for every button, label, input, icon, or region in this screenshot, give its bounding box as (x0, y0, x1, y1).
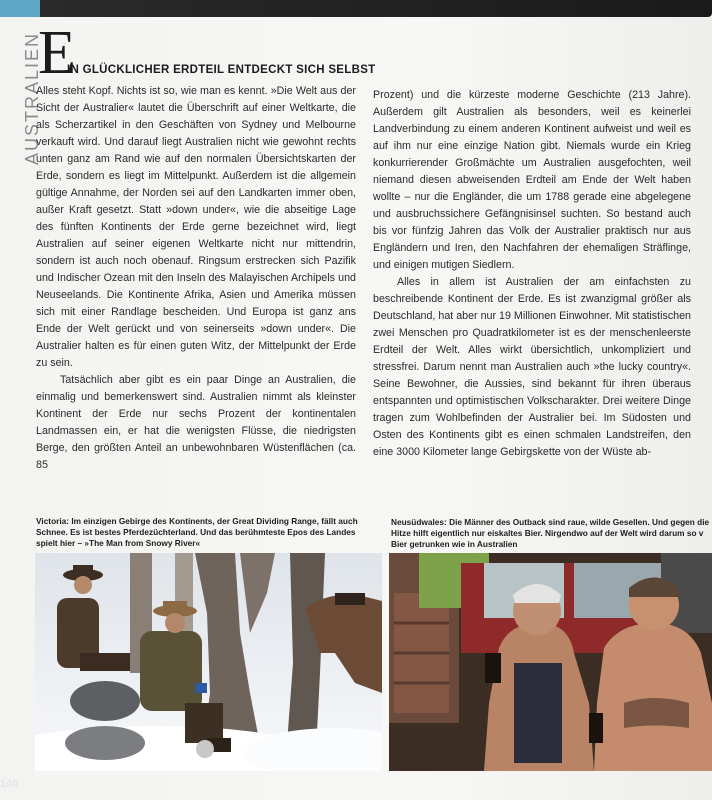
paragraph: Tatsächlich aber gibt es ein paar Dinge an Australien, die einmalig und bemerkenswert sind. Australien nimmt als kleinster Kontinent der Erde nur sechs Prozent der kontinentalen Landmassen ein, er hat die wenigsten Flüsse, die niedrigsten Berge, den größten Anteil an unbewohnbaren Wüstenflächen (ca. 85 (36, 374, 356, 471)
paragraph: Alles in allem ist Australien der am einfachsten zu beschreibende Kontinent der Erde. Es ist zwanzigmal größer als Deutschland, hat aber nur 19 Millionen Einwohner. Mit statistischen zwei Menschen pro Quadratkilometer ist es der menschenleerste Erdteil der Welt. Alles wirkt übersichtlich, unkompliziert und stressfrei. Darum nennt man Australien auch »the lucky country«. Seine Bewohner, die Aussies, sind bekannt für ihren überaus entspannten und optimistischen Volkscharakter. Drei weitere Dinge tragen zum Wohlbefinden der Australier bei. Im Südosten und Osten des Kontinents gibt es einen schmalen Landstreifen, den eine 3000 Kilometer lange Gebirgskette von der Wüste ab- (373, 276, 691, 458)
caption-line: Neusüdwales: Die Männer des Outback sind raue, wilde Gesellen. Und gegen die (391, 517, 710, 527)
caption-right (391, 517, 712, 550)
chapter-color-tab (0, 0, 40, 17)
text-column-left (36, 83, 356, 474)
photo-snowy-riders (35, 553, 382, 771)
section-label: AUSTRALIEN (22, 32, 42, 166)
photo-outback-men (389, 553, 712, 771)
text-column-right (373, 87, 691, 461)
caption-line: Hitze hilft eigentlich nur eiskaltes Bier. Nirgendwo auf der Welt wird darum so v (391, 528, 704, 538)
caption-line: Bier getrunken wie in Australien (391, 539, 518, 549)
paragraph: Prozent) und die kürzeste moderne Geschichte (213 Jahre). Außerdem gilt Australien als besonders, weil es keinerlei Landverbindung zu einem anderen Kontinent aufweist und weil es auf ihm nur eine einzige Nation gibt. Niemals wurde ein Krieg konkurrierender Großmächte um Australien ausgefochten, weil niemand diesen abweisenden Erdteil am Ende der Welt haben wollte – nur die Engländer, die um 1788 gerade eine abgelegene und ausbruchssichere Gefängnisinsel suchten. So bestand auch bis vor fünfzig Jahren das Volk der Australier praktisch nur aus Engländern und Iren, den Nachfahren der ehemaligen Sträflinge, und einigen mutigen Siedlern. (373, 89, 691, 271)
page-number: 140 (0, 778, 19, 790)
paragraph: Alles steht Kopf. Nichts ist so, wie man es kennt. »Die Welt aus der Sicht der Australier« lautet die Überschrift auf einer Weltkarte, die als Scherzartikel in den Geschäften von Sydney und Melbourne verkauft wird. Und darauf liegt Australien nicht wie gewohnt rechts unten ganz am Rand wie auf den normalen Übersichtskarten der Erde, sondern es liegt im Mittelpunkt. Außerdem ist die allgemein gültige Annahme, der Norden sei auf den Landkarten immer oben, außer Kraft gesetzt. Statt »down under«, wie die abseitige Lage des fünften Kontinents der Erde gerne bezeichnet wird, liegt Australien auf seiner eigenen Weltkarte nicht nur mittendrin, sondern ist auch noch obenauf. Ringsum erstrecken sich Pazifik und Indischer Ozean mit den Inseln des Malayischen Archipels und Neuseelands. Die Kontinente Afrika, Asien und Amerika müssen sich mit einer Randlage bescheiden. Und Europa ist ganz ans Ende der Welt gerückt und von seinerseits »down under«. Die Australier halten es für einen guten Witz, der Mittelpunkt der Erde zu sein. (36, 85, 356, 369)
caption-left: Victoria: Im einzigen Gebirge des Kontinents, der Great Dividing Range, fällt auch Schnee. Es ist bestes Pferdezüchterland. Und das berühmteste Epos des Landes spielt hier – »The Man from Snowy River« (36, 516, 358, 548)
headline: IN GLÜCKLICHER ERDTEIL ENTDECKT SICH SELBST (67, 64, 376, 76)
top-band (40, 0, 712, 17)
drop-initial: E (38, 19, 76, 87)
